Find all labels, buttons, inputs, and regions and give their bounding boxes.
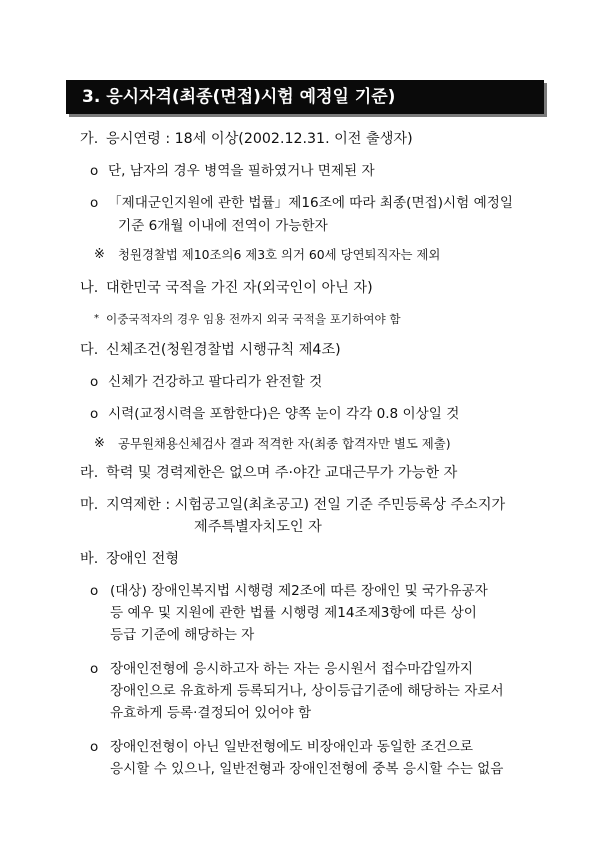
section-f-item-cont: 등 예우 및 지원에 관한 법률 시행령 제14조제3항에 따른 상이 — [110, 605, 477, 621]
section-f-label: 바. — [80, 551, 99, 567]
section-f-item-cont: 등급 기준에 해당하는 자 — [110, 627, 255, 643]
section-a-label: 가. — [80, 131, 99, 147]
bullet-icon: o — [90, 163, 99, 179]
section-f-item: 장애인전형에 응시하고자 하는 자는 응시원서 접수마감일까지 — [110, 661, 474, 677]
bullet-icon: o — [90, 374, 99, 390]
bullet-icon: o — [90, 739, 99, 755]
note-icon: ※ — [94, 436, 105, 451]
section-f-item: (대상) 장애인복지법 시행령 제2조에 따른 장애인 및 국가유공자 — [110, 583, 488, 599]
section-a-item: 단, 남자의 경우 병역을 필하였거나 면제된 자 — [108, 163, 375, 179]
section-d-heading: 학력 및 경력제한은 없으며 주·야간 교대근무가 가능한 자 — [106, 465, 458, 481]
section-c-note: 공무원채용신체검사 결과 적격한 자(최종 합격자만 별도 제출) — [118, 436, 451, 451]
section-c-item: 시력(교정시력을 포함한다)은 양쪽 눈이 각각 0.8 이상일 것 — [108, 406, 460, 422]
section-a-item-cont: 기준 6개월 이내에 전역이 가능한자 — [118, 218, 328, 234]
section-b-label: 나. — [80, 280, 99, 296]
section-f-item-cont: 유효하게 등록·결정되어 있어야 함 — [110, 705, 312, 721]
bullet-icon: o — [90, 406, 99, 422]
section-e-label: 마. — [80, 497, 99, 513]
section-e-heading: 지역제한 : 시험공고일(최초공고) 전일 기준 주민등록상 주소지가 — [106, 497, 506, 513]
star-icon: * — [94, 313, 99, 324]
section-b-heading: 대한민국 국적을 가진 자(외국인이 아닌 자) — [106, 280, 373, 296]
section-a-heading: 응시연령 : 18세 이상(2002.12.31. 이전 출생자) — [106, 131, 413, 147]
section-d-label: 라. — [80, 465, 99, 481]
section-c-heading: 신체조건(청원경찰법 시행규칙 제4조) — [106, 342, 341, 358]
section-a-item: 「제대군인지원에 관한 법률」제16조에 따라 최종(면접)시험 예정일 — [108, 195, 513, 211]
section-c-label: 다. — [80, 342, 99, 358]
section-a-note: 청원경찰법 제10조의6 제3호 의거 60세 당연퇴직자는 제외 — [118, 247, 441, 262]
section-title: 3. 응시자격(최종(면접)시험 예정일 기준) — [66, 80, 544, 114]
section-c-item: 신체가 건강하고 팔다리가 완전할 것 — [108, 374, 323, 390]
bullet-icon: o — [90, 195, 99, 211]
section-f-item-cont: 응시할 수 있으나, 일반전형과 장애인전형에 중복 응시할 수는 없음 — [110, 761, 504, 777]
section-b-note: 이중국적자의 경우 임용 전까지 외국 국적을 포기하여야 함 — [106, 312, 401, 326]
bullet-icon: o — [90, 583, 99, 599]
note-icon: ※ — [94, 247, 105, 262]
section-f-item-cont: 장애인으로 유효하게 등록되거나, 상이등급기준에 해당하는 자로서 — [110, 683, 504, 699]
section-e-heading-cont: 제주특별자치도인 자 — [194, 519, 322, 535]
section-f-heading: 장애인 전형 — [106, 551, 180, 567]
bullet-icon: o — [90, 661, 99, 677]
section-f-item: 장애인전형이 아닌 일반전형에도 비장애인과 동일한 조건으로 — [110, 739, 474, 755]
